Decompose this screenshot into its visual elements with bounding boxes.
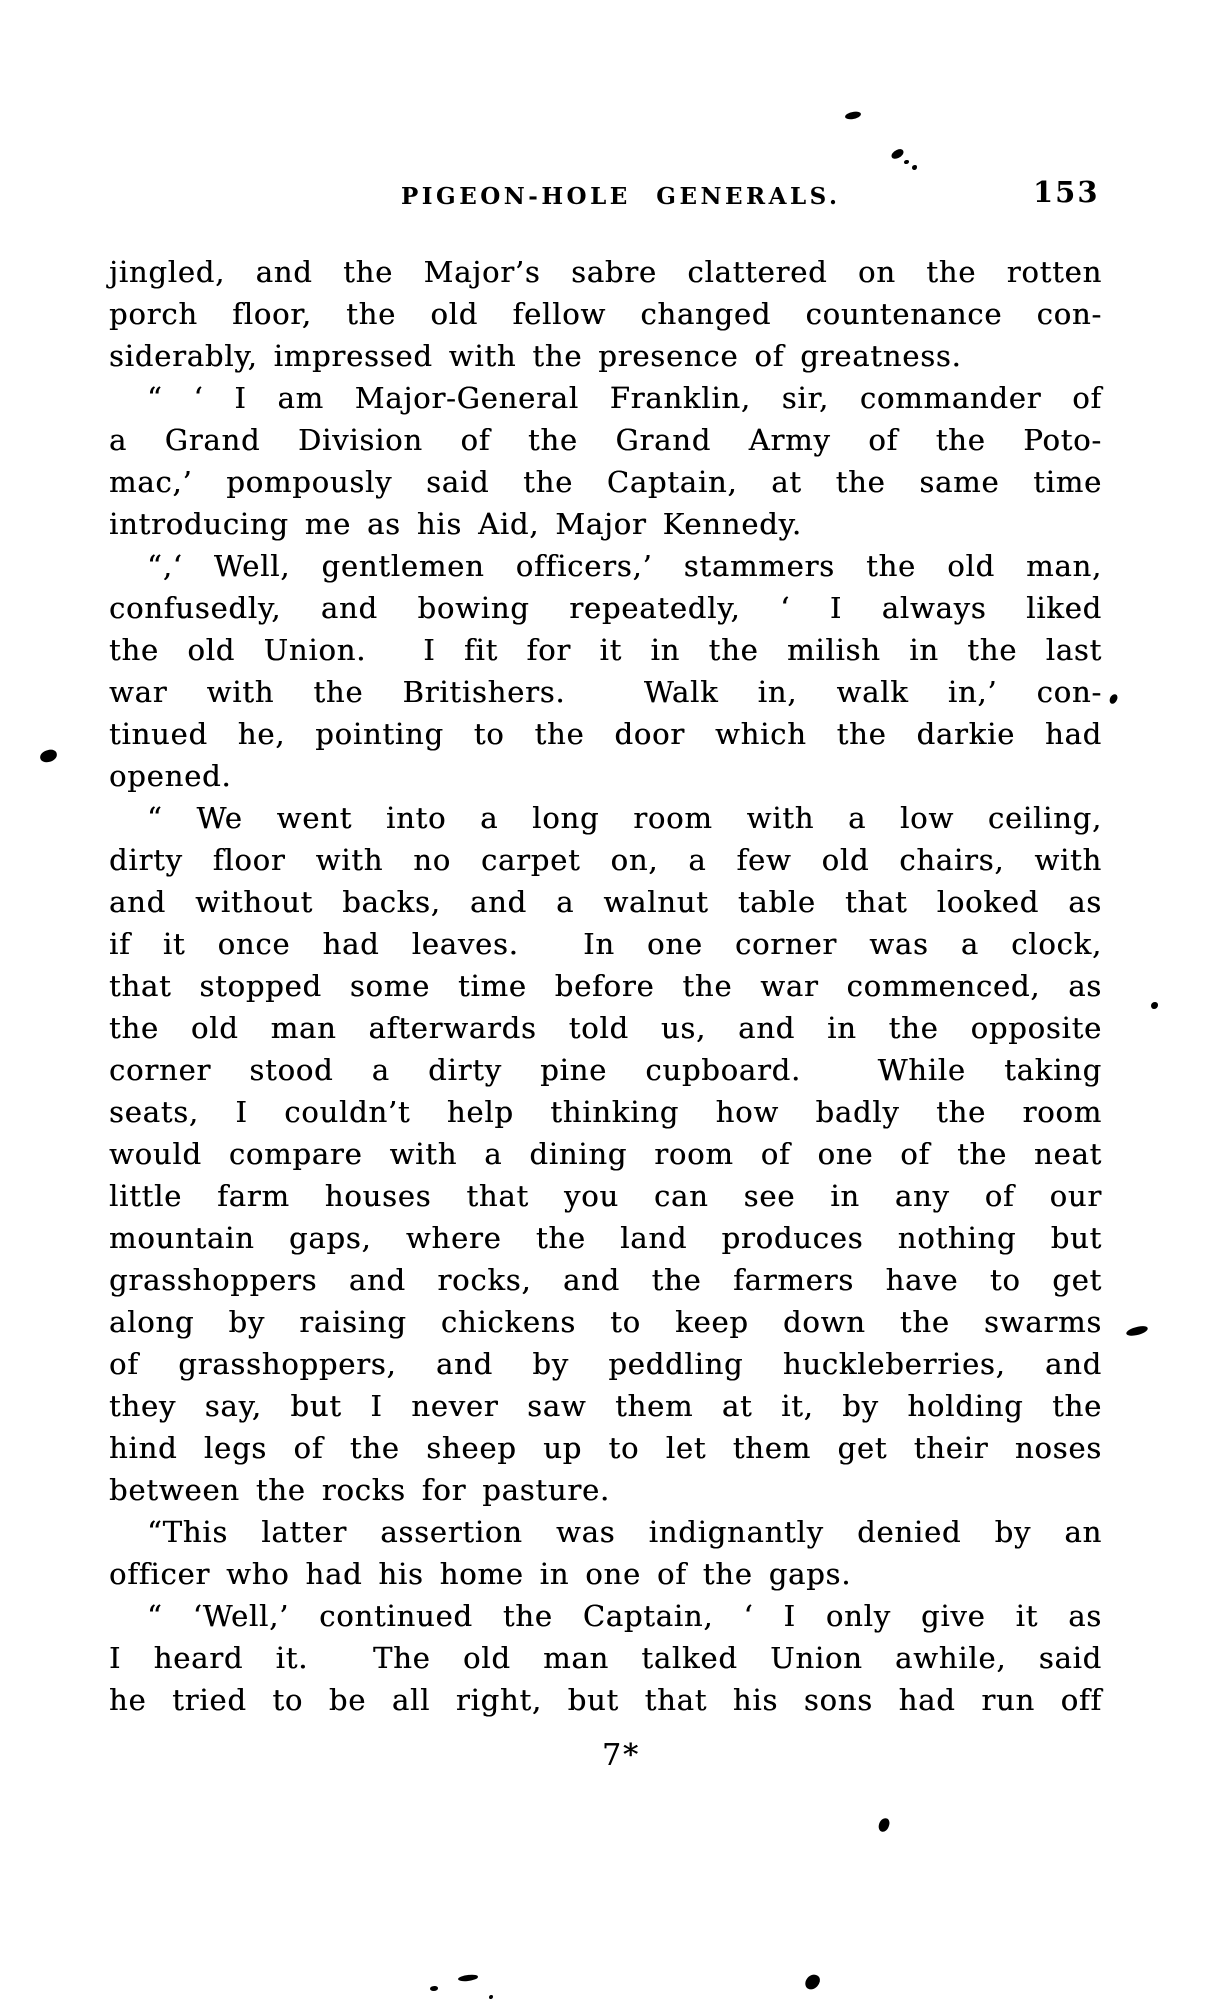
text-line: “This latter assertion was indignantly denied by an — [147, 1515, 1102, 1549]
ink-speck — [39, 749, 58, 764]
text-line: opened. — [109, 759, 232, 793]
text-line: the old man afterwards told us, and in the opposite — [109, 1011, 1102, 1045]
text-line: officer who had his home in one of the gaps. — [109, 1557, 852, 1591]
body-text — [109, 251, 1102, 1721]
text-line: corner stood a dirty pine cupboard. While taking — [109, 1053, 1102, 1087]
text-line: little farm houses that you can see in any of our — [109, 1179, 1102, 1213]
text-line: “ ‘ I am Major-General Franklin, sir, commander of — [147, 381, 1102, 415]
ink-speck — [845, 111, 862, 120]
ink-speck — [489, 1995, 493, 1999]
text-line: would compare with a dining room of one of the neat — [109, 1137, 1102, 1171]
text-line: porch floor, the old fellow changed countenance con- — [109, 297, 1102, 331]
text-line: “ ‘Well,’ continued the Captain, ‘ I only give it as — [147, 1599, 1102, 1633]
ink-speck — [458, 1974, 478, 1982]
ink-speck — [1125, 1325, 1148, 1337]
ink-speck — [430, 1986, 438, 1991]
text-line: I heard it. The old man talked Union awhile, said — [109, 1641, 1102, 1675]
text-line: grasshoppers and rocks, and the farmers have to get — [109, 1263, 1102, 1297]
ink-speck — [803, 1972, 822, 1992]
text-line: he tried to be all right, but that his sons had run off — [109, 1683, 1102, 1717]
text-line: the old Union. I fit for it in the milish in the last — [109, 633, 1102, 667]
text-line: that stopped some time before the war commenced, as — [109, 969, 1102, 1003]
text-line: if it once had leaves. In one corner was a clock, — [109, 927, 1102, 961]
text-line: and without backs, and a walnut table that looked as — [109, 885, 1102, 919]
text-line: seats, I couldn’t help thinking how badly the room — [109, 1095, 1102, 1129]
text-line: introducing me as his Aid, Major Kennedy. — [109, 507, 802, 541]
text-line: “‚‘ Well, gentlemen officers,’ stammers the old man, — [147, 549, 1102, 583]
ink-speck — [904, 160, 909, 164]
text-line: hind legs of the sheep up to let them get their noses — [109, 1431, 1102, 1465]
ink-speck — [1109, 693, 1119, 705]
running-title: PIGEON-HOLE GENERALS. — [401, 183, 841, 210]
text-line: dirty floor with no carpet on, a few old chairs, with — [109, 843, 1102, 877]
text-line: of grasshoppers, and by peddling huckleberries, and — [109, 1347, 1102, 1381]
text-line: “ We went into a long room with a low ceiling, — [147, 801, 1102, 835]
text-line: siderably, impressed with the presence of greatness. — [109, 339, 962, 373]
ink-speck — [1151, 1002, 1158, 1009]
text-line: mac,’ pompously said the Captain, at the same time — [109, 465, 1102, 499]
text-line: confusedly, and bowing repeatedly, ‘ I always liked — [109, 591, 1102, 625]
text-line: mountain gaps, where the land produces nothing but — [109, 1221, 1102, 1255]
text-line: along by raising chickens to keep down the swarms — [109, 1305, 1102, 1339]
text-line: war with the Britishers. Walk in, walk in,’ con- — [109, 675, 1102, 709]
page-number: 153 — [1033, 175, 1100, 209]
ink-speck — [877, 1817, 890, 1833]
text-line: they say, but I never saw them at it, by holding the — [109, 1389, 1102, 1423]
ink-speck — [890, 148, 905, 161]
text-line: between the rocks for pasture. — [109, 1473, 610, 1507]
text-line: a Grand Division of the Grand Army of the Poto- — [109, 423, 1102, 457]
text-line: tinued he, pointing to the door which the darkie had — [109, 717, 1102, 751]
ink-speck — [912, 165, 917, 170]
signature-mark: 7* — [601, 1738, 641, 1773]
text-line: jingled, and the Major’s sabre clattered on the rotten — [109, 255, 1102, 289]
